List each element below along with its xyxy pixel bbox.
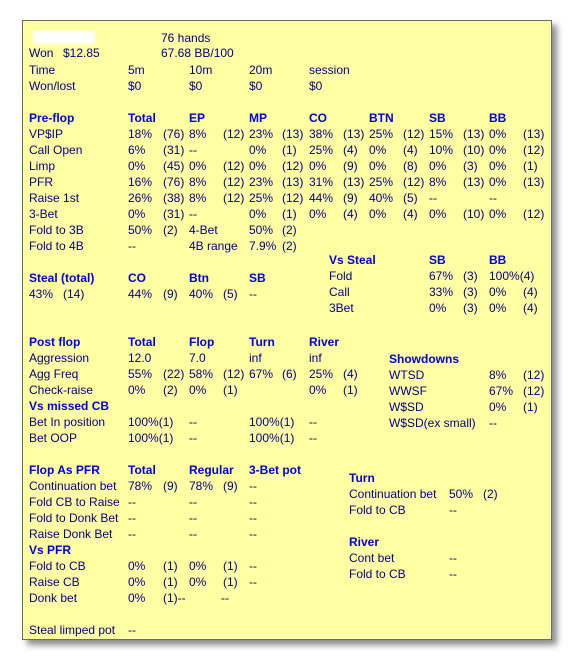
postflop-cell: (4) [343,367,358,381]
preflop-cell: 0% [249,207,267,221]
showdown-value: 0% [489,400,507,414]
steal-btn-count: (5) [223,287,238,301]
missed-cb-title: Vs missed CB [29,399,110,413]
preflop-cell: (31) [163,207,185,221]
preflop-cell: 0% [489,207,507,221]
preflop-cell: (13) [463,175,485,189]
flop-pfr-cell: -- [249,495,257,509]
preflop-header: BTN [369,111,394,125]
steal-sb-header: SB [249,271,266,285]
preflop-cell: 10% [429,143,454,157]
turn-cb-label: Continuation bet [349,487,437,501]
showdowns-title: Showdowns [389,352,459,366]
postflop-cell: 12.0 [128,351,152,365]
postflop-header: Flop [189,335,215,349]
showdown-count: (12) [523,384,545,398]
missed-cb-row-label: Bet OOP [29,431,78,445]
preflop-cell: 0% [489,143,507,157]
time-col-session: session [309,63,350,77]
vs-pfr-cell: -- [249,559,257,573]
player-name-redacted [33,31,95,44]
flop-pfr-cell: -- [128,511,136,525]
turn-cb-count: (2) [483,487,498,501]
preflop-cell: (12) [223,175,245,189]
postflop-cell: 0% [309,383,327,397]
preflop-cell: 6% [128,143,146,157]
preflop-cell: -- [189,207,197,221]
river-title: River [349,535,380,549]
flop-pfr-row-label: Fold to Donk Bet [29,511,119,525]
preflop-cell: (1) [282,207,297,221]
postflop-header: Total [128,335,156,349]
preflop-cell: 8% [189,191,207,205]
missed-cb-cell: 100%(1) [128,415,174,429]
postflop-cell: (22) [163,367,185,381]
river-fold-value: -- [449,567,457,581]
showdown-value: 8% [489,368,507,382]
preflop-cell: (45) [163,159,185,173]
river-fold-label: Fold to CB [349,567,406,581]
wonlost-5m: $0 [128,79,142,93]
preflop-cell: 25% [369,127,394,141]
postflop-cell: 0% [128,383,146,397]
preflop-cell: (12) [223,127,245,141]
flop-pfr-cell: -- [189,511,197,525]
vs-pfr-cell: (1) [163,575,178,589]
fold-3b-label: Fold to 3B [29,223,84,237]
steal-total-value: 43% [29,287,54,301]
postflop-cell: (2) [163,383,178,397]
missed-cb-cell: -- [189,431,197,445]
postflop-row-label: Aggression [29,351,90,365]
preflop-cell: (12) [403,175,425,189]
vs-pfr-cell: 0% [189,575,207,589]
preflop-cell: (4) [403,143,418,157]
missed-cb-cell: -- [189,415,197,429]
steal-sb-value: -- [249,287,257,301]
vs-steal-cell: (3) [463,301,478,315]
vs-steal-cell: (4) [523,285,538,299]
preflop-cell: 0% [249,159,267,173]
wonlost-10m: $0 [189,79,203,93]
preflop-cell: 0% [128,207,146,221]
vs-pfr-cell: -- [221,591,229,605]
showdown-count: (12) [523,368,545,382]
preflop-cell: (4) [403,207,418,221]
preflop-cell: (13) [523,175,545,189]
preflop-cell: 8% [189,127,207,141]
vs-steal-row-label: 3Bet [329,301,354,315]
wonlost-label: Won/lost [29,79,76,93]
preflop-cell: (13) [282,175,304,189]
postflop-cell: (1) [223,383,238,397]
flop-pfr-row-label: Fold CB to Raise [29,495,120,509]
river-cont-value: -- [449,551,457,565]
vs-steal-cell: 0% [429,301,447,315]
flop-pfr-header: Total [128,463,156,477]
preflop-cell: 0% [429,159,447,173]
fold-4b-value: -- [128,239,136,253]
vs-steal-cell: (3) [463,269,478,283]
wonlost-20m: $0 [249,79,263,93]
won-value: $12.85 [63,46,100,60]
vs-pfr-row-label: Raise CB [29,575,80,589]
vs-pfr-cell: 0% [128,559,146,573]
vs-steal-header: BB [489,253,507,267]
preflop-cell: (12) [523,207,545,221]
preflop-cell: (4) [343,207,358,221]
preflop-cell: (13) [523,127,545,141]
flop-pfr-row-label: Continuation bet [29,479,117,493]
steal-total-count: (14) [63,287,85,301]
preflop-cell: 38% [309,127,334,141]
river-cont-label: Cont bet [349,551,395,565]
preflop-cell: 0% [429,207,447,221]
postflop-cell: 7.0 [189,351,206,365]
vs-steal-cell: 100%(4) [489,269,535,283]
vs-steal-cell: (3) [463,285,478,299]
postflop-cell: 25% [309,367,334,381]
preflop-cell: (10) [463,207,485,221]
time-label: Time [29,63,56,77]
flop-pfr-cell: 78% [189,479,214,493]
preflop-cell: 16% [128,175,153,189]
preflop-cell: 0% [489,159,507,173]
preflop-cell: 15% [429,127,454,141]
vs-pfr-cell: -- [249,575,257,589]
preflop-cell: (10) [463,143,485,157]
preflop-cell: (3) [463,159,478,173]
preflop-cell: (31) [163,143,185,157]
missed-cb-cell: 100%(1) [249,431,295,445]
preflop-header: BB [489,111,507,125]
four-bet-range-value: 7.9% [249,239,277,253]
preflop-cell: (9) [343,159,358,173]
flop-pfr-cell: (9) [223,479,238,493]
postflop-cell: 67% [249,367,274,381]
vs-pfr-cell: (1)-- [163,591,186,605]
preflop-cell: 0% [249,143,267,157]
postflop-cell: 55% [128,367,153,381]
vs-steal-header: Vs Steal [329,253,376,267]
postflop-row-label: Check-raise [29,383,94,397]
bb100-value: 67.68 BB/100 [161,46,234,60]
fold-3b-value: 50% [128,223,153,237]
preflop-cell: 8% [429,175,447,189]
postflop-cell: 0% [189,383,207,397]
flop-pfr-header: Flop As PFR [29,463,100,477]
preflop-header: SB [429,111,446,125]
stats-panel [22,20,552,640]
preflop-cell: (12) [523,143,545,157]
flop-pfr-cell: 78% [128,479,153,493]
preflop-cell: 0% [489,175,507,189]
flop-pfr-cell: -- [128,495,136,509]
preflop-cell: 0% [309,207,327,221]
turn-cb-value: 50% [449,487,474,501]
vs-steal-cell: (4) [523,301,538,315]
preflop-cell: (4) [343,143,358,157]
four-bet-range-count: (2) [282,239,297,253]
steal-limped-label: Steal limped pot [29,623,116,637]
postflop-header: Turn [249,335,275,349]
preflop-cell: (76) [163,127,185,141]
preflop-cell: 25% [309,143,334,157]
preflop-cell: (12) [223,191,245,205]
vs-pfr-cell: (1) [223,559,238,573]
preflop-cell: (9) [343,191,358,205]
showdown-row-label: W$SD [389,400,424,414]
preflop-cell: (12) [223,159,245,173]
preflop-cell: 40% [369,191,394,205]
postflop-row-label: Agg Freq [29,367,79,381]
preflop-cell: 8% [189,175,207,189]
preflop-cell: 0% [128,159,146,173]
flop-pfr-cell: -- [249,511,257,525]
preflop-cell: (13) [282,127,304,141]
vs-steal-row-label: Call [329,285,350,299]
postflop-cell: (6) [282,367,297,381]
flop-pfr-cell: -- [189,495,197,509]
preflop-cell: -- [189,143,197,157]
preflop-header: Total [128,111,156,125]
missed-cb-cell: -- [309,431,317,445]
showdown-value: 67% [489,384,514,398]
steal-btn-header: Btn [189,271,209,285]
steal-co-header: CO [128,271,146,285]
steal-co-value: 44% [128,287,153,301]
four-bet-value: 50% [249,223,274,237]
vs-pfr-cell: 0% [189,559,207,573]
time-col-5m: 5m [128,63,145,77]
preflop-header: Pre-flop [29,111,75,125]
postflop-cell: (1) [343,383,358,397]
steal-total-header: Steal (total) [29,271,95,285]
fold-3b-count: (2) [163,223,178,237]
preflop-cell: (5) [403,191,418,205]
vs-pfr-cell: 0% [128,575,146,589]
vs-steal-cell: 0% [489,301,507,315]
preflop-cell: (12) [282,159,304,173]
preflop-cell: 0% [369,143,387,157]
vs-pfr-title: Vs PFR [29,543,72,557]
preflop-row-label: Raise 1st [29,191,80,205]
preflop-cell: (13) [463,127,485,141]
preflop-cell: (12) [282,191,304,205]
preflop-cell: 23% [249,127,274,141]
preflop-row-label: Call Open [29,143,83,157]
preflop-row-label: Limp [29,159,56,173]
flop-pfr-cell: -- [189,527,197,541]
missed-cb-cell: 100%(1) [128,431,174,445]
preflop-cell: (38) [163,191,185,205]
time-col-20m: 20m [249,63,273,77]
flop-pfr-cell: -- [249,527,257,541]
preflop-cell: (76) [163,175,185,189]
preflop-cell: 0% [369,159,387,173]
preflop-cell: 0% [489,127,507,141]
vs-steal-row-label: Fold [329,269,353,283]
preflop-row-label: VP$IP [29,127,64,141]
showdown-count: (1) [523,400,538,414]
four-bet-label: 4-Bet [189,223,218,237]
preflop-cell: (12) [403,127,425,141]
flop-pfr-cell: -- [249,479,257,493]
steal-btn-value: 40% [189,287,214,301]
missed-cb-row-label: Bet In position [29,415,106,429]
showdown-value: -- [489,416,497,430]
postflop-cell: inf [309,351,322,365]
four-bet-count: (2) [282,223,297,237]
preflop-cell: 25% [249,191,274,205]
preflop-row-label: PFR [29,175,53,189]
vs-steal-header: SB [429,253,446,267]
preflop-cell: 23% [249,175,274,189]
preflop-cell: (13) [343,127,365,141]
postflop-cell: (12) [223,367,245,381]
showdown-row-label: W$SD(ex small) [389,416,476,430]
preflop-header: EP [189,111,206,125]
preflop-cell: -- [489,191,497,205]
preflop-cell: (8) [403,159,418,173]
hands-count: 76 hands [161,31,211,45]
turn-fold-value: -- [449,503,457,517]
vs-pfr-cell: (1) [223,575,238,589]
postflop-header: River [309,335,340,349]
vs-steal-cell: 67% [429,269,454,283]
turn-title: Turn [349,471,375,485]
preflop-cell: 44% [309,191,334,205]
preflop-header: CO [309,111,327,125]
turn-fold-label: Fold to CB [349,503,406,517]
preflop-cell: 0% [309,159,327,173]
showdown-row-label: WTSD [389,368,425,382]
preflop-row-label: 3-Bet [29,207,58,221]
won-label: Won [29,46,54,60]
flop-pfr-cell: (9) [163,479,178,493]
flop-pfr-header: Regular [189,463,234,477]
postflop-header: Post flop [29,335,81,349]
preflop-cell: 18% [128,127,153,141]
preflop-header: MP [249,111,267,125]
vs-steal-cell: 33% [429,285,454,299]
vs-pfr-row-label: Donk bet [29,591,78,605]
flop-pfr-cell: -- [128,527,136,541]
preflop-cell: 26% [128,191,153,205]
preflop-cell: 31% [309,175,334,189]
flop-pfr-header: 3-Bet pot [249,463,301,477]
preflop-cell: (1) [282,143,297,157]
steal-limped-value: -- [128,623,136,637]
vs-pfr-cell: 0% [128,591,146,605]
vs-steal-cell: 0% [489,285,507,299]
showdown-row-label: WWSF [389,384,427,398]
fold-4b-label: Fold to 4B [29,239,84,253]
postflop-cell: 58% [189,367,214,381]
preflop-cell: -- [429,191,437,205]
preflop-cell: (13) [343,175,365,189]
postflop-cell: inf [249,351,262,365]
wonlost-session: $0 [309,79,323,93]
missed-cb-cell: -- [309,415,317,429]
four-bet-range-label: 4B range [189,239,238,253]
time-col-10m: 10m [189,63,213,77]
missed-cb-cell: 100%(1) [249,415,295,429]
vs-pfr-row-label: Fold to CB [29,559,86,573]
vs-pfr-cell: (1) [163,559,178,573]
preflop-cell: 0% [369,207,387,221]
preflop-cell: 25% [369,175,394,189]
flop-pfr-row-label: Raise Donk Bet [29,527,113,541]
preflop-cell: (1) [523,159,538,173]
preflop-cell: 0% [189,159,207,173]
steal-co-count: (9) [163,287,178,301]
